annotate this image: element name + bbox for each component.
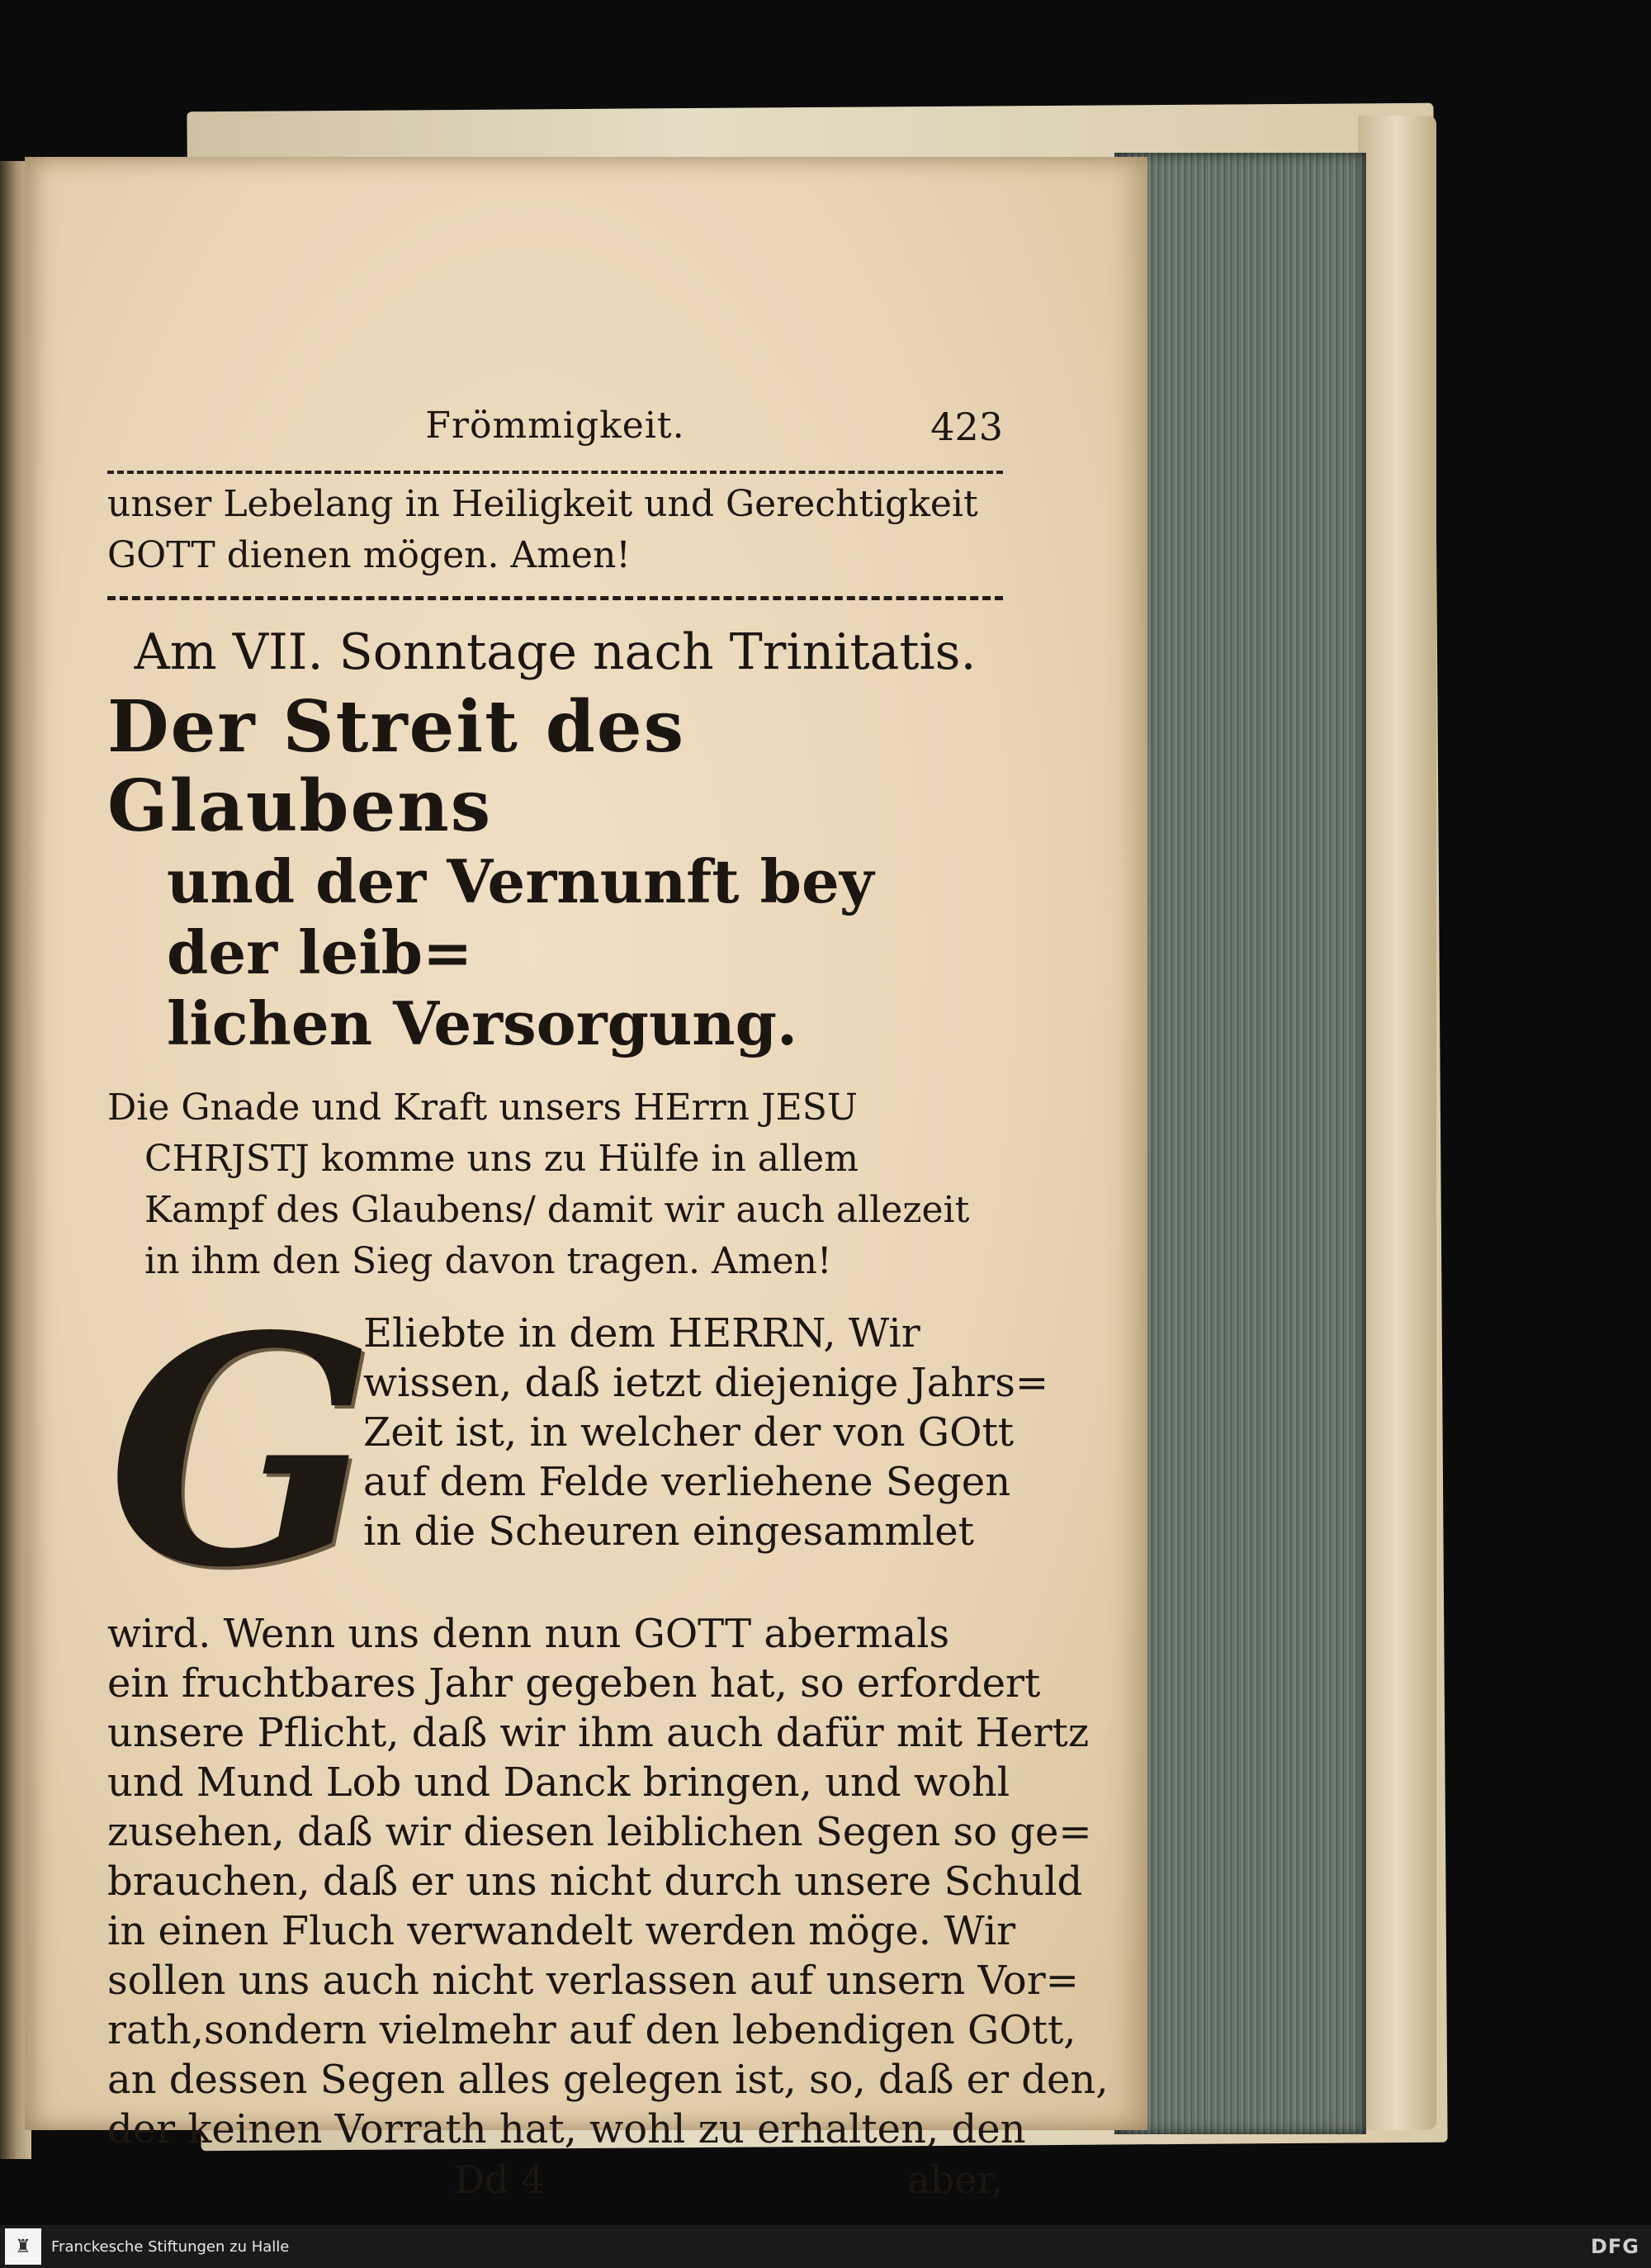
decorated-initial: G	[107, 1267, 376, 1636]
page-header	[107, 405, 1003, 471]
signature-mark: Dd 4	[454, 2157, 546, 2202]
text-block	[107, 405, 1109, 2207]
section-rule	[107, 596, 1003, 600]
page-footer	[107, 2157, 1003, 2207]
text-line: GOTT dienen mögen. Amen!	[107, 534, 631, 576]
text-line: Zeit ist, in welcher der von GOtt	[363, 1409, 1015, 1456]
body-lines	[107, 1609, 1109, 2154]
sermon-title: Der Streit des Glaubens	[107, 685, 686, 848]
catchword: aber,	[907, 2157, 1003, 2202]
text-line: Eliebte in dem HERRN, Wir	[363, 1310, 920, 1357]
text-line: wissen, daß ietzt diejenige Jahrs=	[363, 1360, 1049, 1406]
footer-bar	[0, 2225, 1651, 2268]
prayer-line: Die Gnade und Kraft unsers HErrn JESU	[107, 1087, 858, 1129]
text-line: der keinen Vorrath hat, wohl zu erhalten, den	[107, 2106, 1026, 2152]
text-line: unser Lebelang in Heiligkeit und Gerechtigkeit	[107, 483, 978, 525]
header-rule	[107, 471, 1003, 474]
prayer-line: Kampf des Glaubens/ damit wir auch allezeit	[144, 1189, 970, 1231]
prayer-line: CHRJSTJ komme uns zu Hülfe in allem	[144, 1138, 859, 1180]
dfg-logo: DFG	[1590, 2235, 1639, 2258]
page-number: 423	[930, 405, 1003, 449]
text-line: brauchen, daß er uns nicht durch unsere Schuld	[107, 1858, 1083, 1905]
opening-prayer	[107, 1082, 1003, 1287]
institution-name: Franckesche Stiftungen zu Halle	[51, 2238, 290, 2256]
opening-lines	[107, 479, 1003, 581]
sermon-subtitle	[107, 846, 1003, 1059]
sermon-body	[107, 1267, 1109, 2154]
text-line: auf dem Felde verliehene Segen	[363, 1459, 1011, 1505]
text-line: ein fruchtbares Jahr gegeben hat, so erfordert	[107, 1660, 1041, 1707]
book-page	[25, 157, 1147, 2202]
vellum-edge	[1358, 116, 1436, 2130]
text-line: und Mund Lob und Danck bringen, und wohl	[107, 1759, 1010, 1806]
text-line: an dessen Segen alles gelegen ist, so, daß er den,	[107, 2057, 1109, 2103]
text-line: rath,sondern vielmehr auf den lebendigen GOtt,	[107, 2007, 1076, 2053]
text-line: sollen uns auch nicht verlassen auf unsern Vor=	[107, 1958, 1079, 2004]
text-line: zusehen, daß wir diesen leiblichen Segen so ge=	[107, 1809, 1092, 1855]
page-edges	[1114, 153, 1366, 2134]
sunday-heading: Am VII. Sonntage nach Trinitatis.	[134, 623, 977, 681]
prayer-line: in ihm den Sieg davon tragen. Amen!	[144, 1240, 832, 1282]
running-head: Frömmigkeit.	[425, 405, 685, 447]
subtitle-line: und der Vernunft bey der leib=	[167, 846, 874, 987]
institution-crest-icon: ♜	[5, 2228, 41, 2265]
text-line: unsere Pflicht, daß wir ihm auch dafür mit Hertz	[107, 1710, 1090, 1756]
subtitle-line: lichen Versorgung.	[167, 988, 798, 1058]
text-line: in einen Fluch verwandelt werden möge. Wir	[107, 1908, 1016, 1954]
text-line: in die Scheuren eingesammlet	[363, 1508, 974, 1555]
text-line: wird. Wenn uns denn nun GOTT abermals	[107, 1611, 950, 1657]
